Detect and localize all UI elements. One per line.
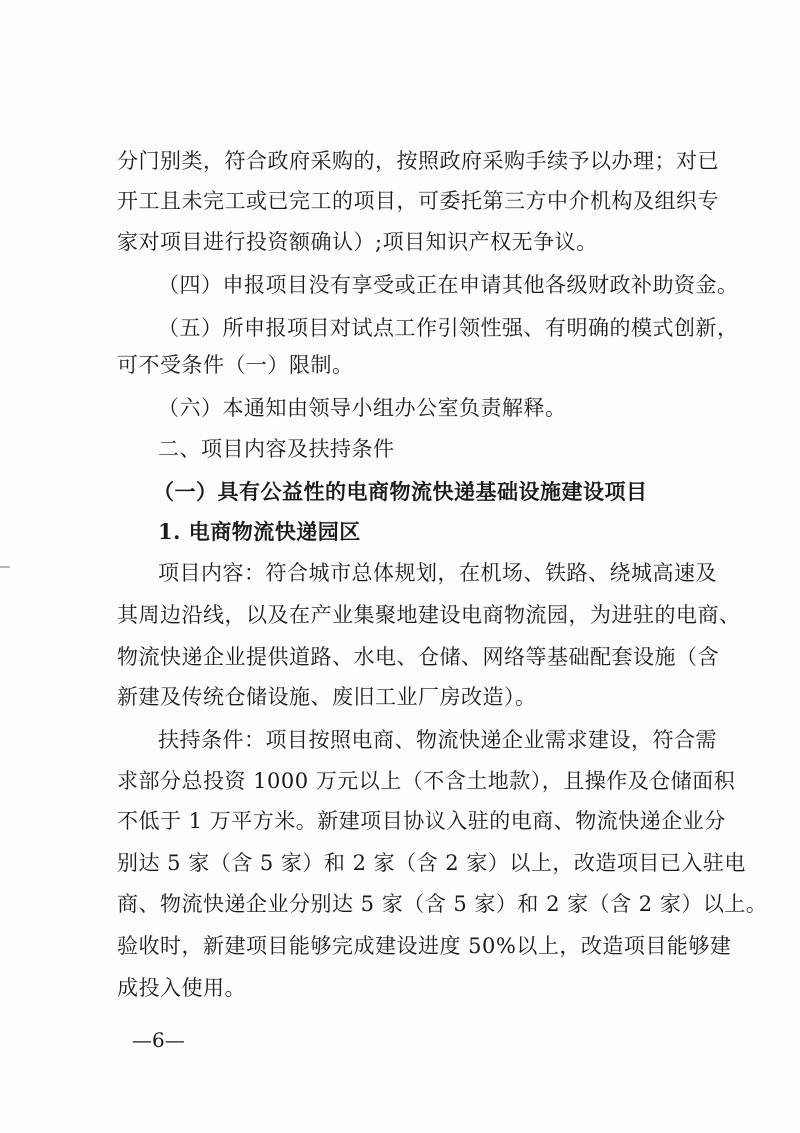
text-line: 家对项目进行投资额确认）;项目知识产权无争议。	[117, 230, 598, 254]
text-line: 可不受条件（一）限制。	[117, 353, 354, 377]
text-line: （四）申报项目没有享受或正在申请其他各级财政补助资金。	[158, 273, 739, 297]
text-line: 不低于 1 万平方米。新建项目协议入驻的电商、物流快递企业分	[117, 809, 726, 833]
text-line: 其周边沿线，以及在产业集聚地建设电商物流园，为进驻的电商、	[117, 603, 741, 627]
text-line: 成投入使用。	[117, 976, 246, 1000]
text-line: 物流快递企业提供道路、水电、仓储、网络等基础配套设施（含	[117, 645, 719, 669]
item-heading: 1. 电商物流快递园区	[158, 519, 361, 544]
text-line: 求部分总投资 1000 万元以上（不含土地款），且操作及仓储面积	[117, 769, 736, 793]
section-heading: 二、项目内容及扶持条件	[158, 437, 395, 461]
text-line: 扶持条件：项目按照电商、物流快递企业需求建设，符合需	[158, 728, 717, 752]
text-line: （五）所申报项目对试点工作引领性强、有明确的模式创新，	[158, 316, 739, 340]
text-line: （六）本通知由领导小组办公室负责解释。	[158, 396, 567, 420]
text-line: 商、物流快递企业分别达 5 家（含 5 家）和 2 家（含 2 家）以上。	[117, 892, 768, 916]
text-line: 新建及传统仓储设施、废旧工业厂房改造）。	[117, 685, 537, 709]
page-number: —6—	[132, 1028, 185, 1052]
subsection-heading: （一）具有公益性的电商物流快递基础设施建设项目	[153, 479, 648, 504]
text-line: 别达 5 家（含 5 家）和 2 家（含 2 家）以上，改造项目已入驻电	[117, 851, 746, 875]
text-line: 分门别类，符合政府采购的，按照政府采购手续予以办理；对已	[117, 149, 719, 173]
text-line: 开工且未完工或已完工的项目，可委托第三方中介机构及组织专	[117, 189, 719, 213]
text-line: 项目内容：符合城市总体规划，在机场、铁路、绕城高速及	[158, 561, 717, 585]
text-line: 验收时，新建项目能够完成建设进度 50%以上，改造项目能够建	[117, 934, 732, 958]
scan-margin-mark	[0, 566, 10, 568]
